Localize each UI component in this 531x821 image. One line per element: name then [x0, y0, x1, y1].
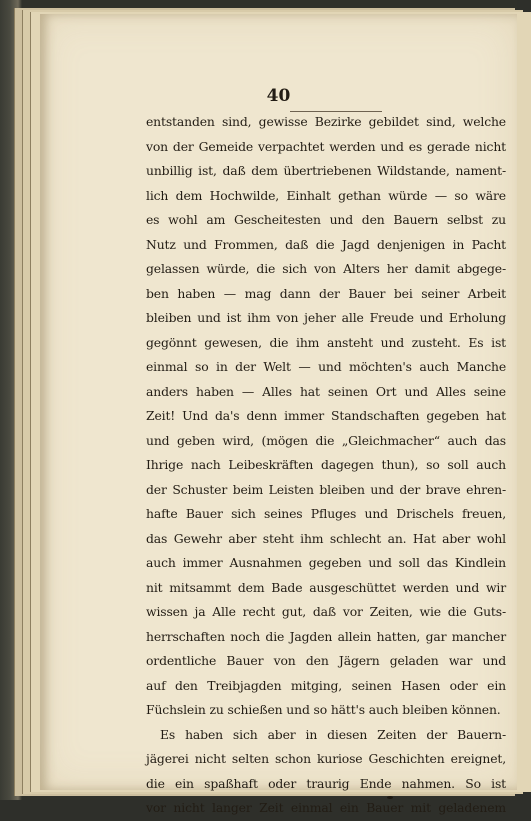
text-line: jägerei nicht selten schon kuriose Geschichten ereignet, [146, 751, 506, 766]
text-line: gegönnt gewesen, die ihm ansteht und zusteht. Es ist [146, 334, 506, 350]
text-line: der Schuster beim Leisten bleiben und der brave ehren- [146, 481, 506, 497]
text-line: nit mitsammt dem Bade ausgeschüttet werden und wir [146, 579, 506, 595]
text-line: Ihrige nach Leibeskräften dagegen thun), so soll auch [146, 457, 506, 472]
text-line: herrschaften noch die Jagden allein hatten, gar mancher [146, 628, 506, 644]
text-line: das Gewehr aber steht ihm schlecht an. Hat aber wohl [146, 530, 506, 546]
text-line: ben haben — mag dann der Bauer bei seiner Arbeit [146, 285, 506, 301]
text-line: anders haben — Alles hat seinen Ort und Alles seine [146, 383, 506, 399]
text-line: die ein spaßhaft oder traurig Ende nahmen. So ist [146, 775, 506, 791]
text-line: entstanden sind, gewisse Bezirke gebildet sind, welche [146, 114, 506, 129]
text-line: Zeit! Und da's denn immer Standschaften gegeben hat [146, 408, 506, 423]
page-number: 40 [266, 86, 291, 106]
text-line: einmal so in der Welt — und möchten's auch Manche [146, 359, 506, 374]
text-line: Füchslein zu schießen und so hätt's auch bleiben können. [146, 702, 501, 717]
text-line: unbillig ist, daß dem übertriebenen Wildstande, nament- [146, 163, 506, 178]
ink-speck [387, 796, 393, 799]
text-line: von der Gemeide verpachtet werden und es gerade nicht [146, 138, 506, 154]
text-line: und geben wird, (mögen die „Gleichmacher“ auch das [146, 432, 506, 448]
text-line: es wohl am Gescheitesten und den Bauern selbst zu [146, 212, 506, 227]
text-line: Es haben sich aber in diesen Zeiten der Bauern- [160, 726, 506, 742]
text-line: lich dem Hochwilde, Einhalt gethan würde — so wäre [146, 187, 506, 203]
text-line: auch immer Ausnahmen gegeben und soll das Kindlein [146, 555, 506, 570]
body-text [146, 110, 506, 821]
text-line: vor nicht langer Zeit einmal ein Bauer mit geladenem [146, 800, 506, 815]
text-line: Nutz und Frommen, daß die Jagd denjenigen in Pacht [146, 236, 506, 252]
text-line: gelassen würde, die sich von Alters her damit abgege- [146, 261, 506, 276]
text-line: wissen ja Alle recht gut, daß vor Zeiten, wie die Guts- [146, 604, 506, 619]
text-line: ordentliche Bauer von den Jägern geladen war und [146, 653, 506, 668]
text-line: auf den Treibjagden mitging, seinen Hasen oder ein [146, 677, 506, 693]
text-line: bleiben und ist ihm von jeher alle Freude und Erholung [146, 310, 506, 325]
text-line: hafte Bauer sich seines Pfluges und Drischels freuen, [146, 506, 506, 521]
